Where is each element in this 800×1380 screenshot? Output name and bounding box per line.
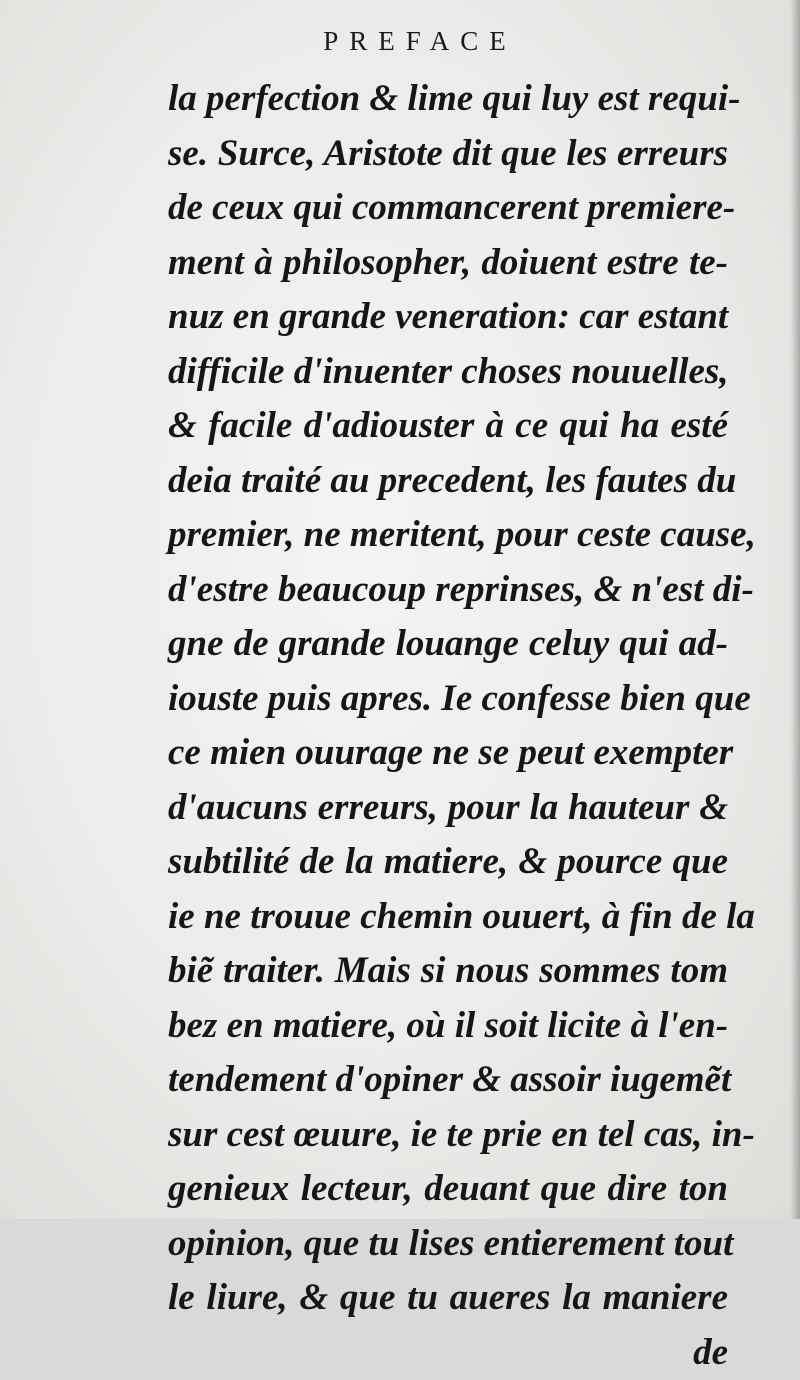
text-line: la perfection & lime qui luy est requi- xyxy=(168,72,728,127)
text-line: biẽ traiter. Mais si nous sommes tom xyxy=(168,944,728,999)
text-line: difficile d'inuenter choses nouuelles, xyxy=(168,345,728,400)
text-line: ment à philosopher, doiuent estre te- xyxy=(168,236,728,291)
text-line: opinion, que tu lises entierement tout xyxy=(168,1217,728,1272)
text-line: d'aucuns erreurs, pour la hauteur & xyxy=(168,781,728,836)
page-edge-shadow xyxy=(790,0,800,1219)
text-line: nuz en grande veneration: car estant xyxy=(168,290,728,345)
text-line: ce mien ouurage ne se peut exempter xyxy=(168,726,728,781)
text-line: d'estre beaucoup reprinses, & n'est di- xyxy=(168,563,728,618)
body-text xyxy=(168,72,728,1380)
text-line: subtilité de la matiere, & pource que xyxy=(168,835,728,890)
text-line: ie ne trouue chemin ouuert, à fin de la xyxy=(168,890,728,945)
running-header: PREFACE xyxy=(0,26,800,57)
text-line: le liure, & que tu aueres la maniere xyxy=(168,1271,728,1326)
text-line: & facile d'adiouster à ce qui ha esté xyxy=(168,399,728,454)
text-line: de ceux qui commancerent premiere- xyxy=(168,181,728,236)
text-line: premier, ne meritent, pour ceste cause, xyxy=(168,508,728,563)
text-line: iouste puis apres. Ie confesse bien que xyxy=(168,672,728,727)
text-line: genieux lecteur, deuant que dire ton xyxy=(168,1162,728,1217)
text-line: deia traité au precedent, les fautes du xyxy=(168,454,728,509)
text-line: gne de grande louange celuy qui ad- xyxy=(168,617,728,672)
text-line: se. Surce, Aristote dit que les erreurs xyxy=(168,127,728,182)
text-line: sur cest œuure, ie te prie en tel cas, in- xyxy=(168,1108,728,1163)
catchword: de xyxy=(168,1326,728,1380)
text-line: bez en matiere, où il soit licite à l'en- xyxy=(168,999,728,1054)
text-line: tendement d'opiner & assoir iugemẽt xyxy=(168,1053,728,1108)
